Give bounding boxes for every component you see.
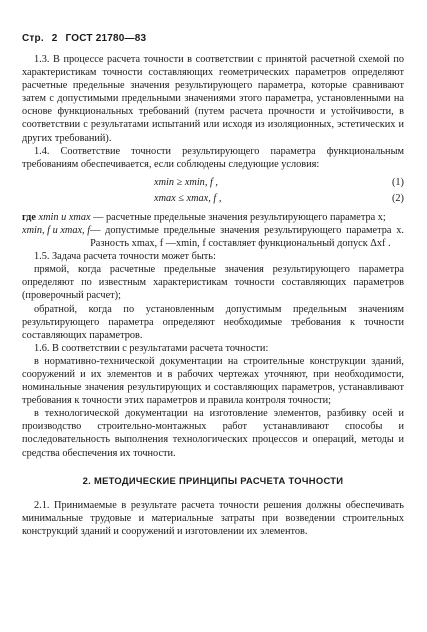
definition-2-term: xmin, f и xmax, f (22, 224, 91, 236)
paragraph-1-5: 1.5. Задача расчета точности может быть: (34, 251, 216, 263)
definition-2-desc: — допустимые предельные значения результирующего параметра x. Разность xmax, f —xmin, f составляет функциональный допуск Δxf . (90, 224, 404, 250)
formula-2-number: (2) (391, 192, 404, 204)
paragraph-2-1: 2.1. Принимаемые в результате расчета точности решения должны обеспечивать минимальные трудовые и материальные затраты при возведении строительных конструкций зданий и сооружений и изготовлении их элементов. (22, 499, 404, 537)
page-number: 2 (51, 33, 58, 44)
definition-1 (22, 211, 404, 224)
formula-2 (22, 191, 404, 207)
document-body (22, 53, 404, 538)
paragraph-1-5-b: обратной, когда по установленным допустимым предельным значениям результирующего параметра определяют необходимые требования к точности составляющих параметров. (22, 303, 404, 341)
formula-1-expression: xmin ≥ xmin, f , (154, 176, 218, 188)
page-header (22, 33, 151, 44)
formula-2-expression: xmax ≤ xmax, f , (154, 192, 222, 204)
standard-code: ГОСТ 21780—83 (65, 33, 147, 44)
definition-2 (22, 224, 404, 250)
paragraph-1-3: 1.3. В процессе расчета точности в соответствии с принятой расчетной схемой по характеристикам точности составляющих геометрических параметров определяют расчетные предельные значения результирующего параметра, которые сравнивают затем с допустимыми предельными значениями этого параметра, установленными на основе функциональных требований (путем расчета прочности и устойчивости, в соответствии с результатами испытаний или исходя из изоляционных, эстетических и других требований). (22, 54, 404, 144)
paragraph-1-4: 1.4. Соответствие точности результирующего параметра функциональным требованиям обеспечивается, если соблюдены следующие условия: (22, 145, 404, 170)
paragraph-1-5-a: прямой, когда расчетные предельные значения результирующего параметра определяют по известным характеристикам точности составляющих параметров (проверочный расчет); (22, 264, 404, 302)
formula-1 (22, 175, 404, 191)
paragraph-1-6-a: в нормативно-технической документации на строительные конструкции зданий, сооружений и их элементов и в рабочих чертежах уточняют, при необходимости, номинальные значения результирующих и составляющих параметров, устанавливают требования к точности этих параметров и правила контроля точности; (22, 355, 404, 407)
paragraph-1-6: 1.6. В соответствии с результатами расчета точности: (34, 342, 269, 354)
definition-1-desc: — расчетные предельные значения результирующего параметра x; (93, 211, 386, 223)
formula-1-number: (1) (391, 176, 404, 188)
definition-1-term: где xmin и xmax (22, 211, 91, 223)
section-2-title: 2. МЕТОДИЧЕСКИЕ ПРИНЦИПЫ РАСЧЕТА ТОЧНОСТИ (82, 474, 344, 486)
page-label: Стр. (22, 33, 44, 44)
paragraph-1-6-b: в технологической документации на изготовление элементов, разбивку осей и производство строительно-монтажных работ устанавливают способы и последовательность выполнения технологических процессов и операций, методы и средства обеспечения их точности. (22, 408, 404, 459)
